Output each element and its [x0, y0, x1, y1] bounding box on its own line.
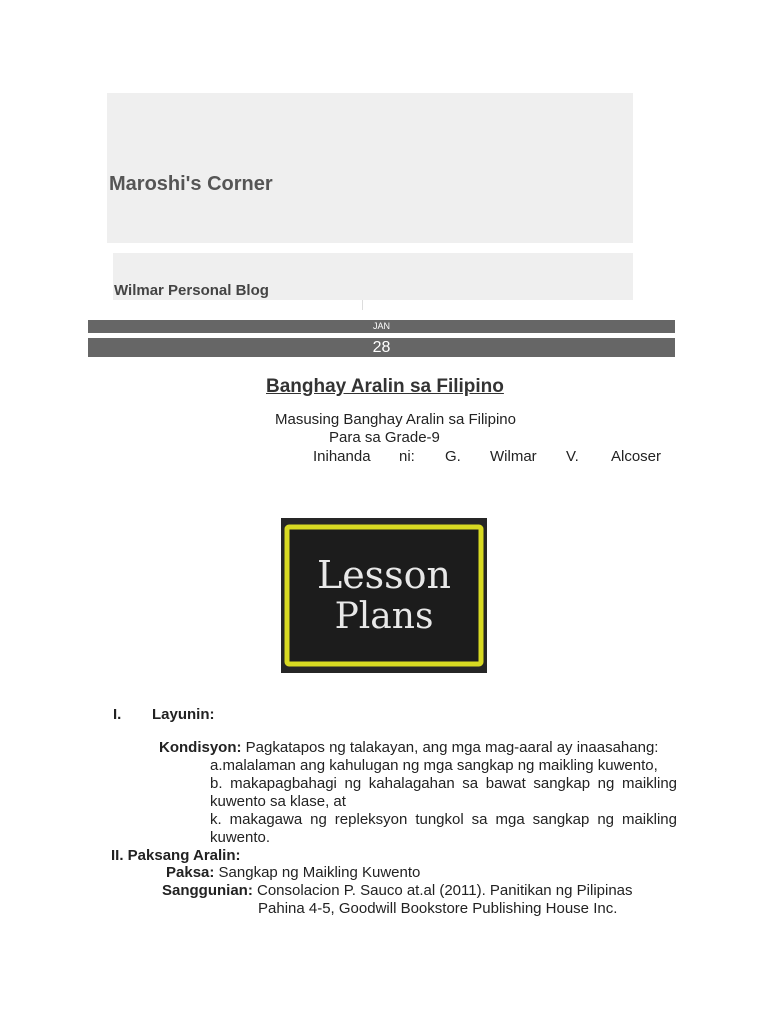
image-text-lesson: Lesson	[316, 553, 452, 597]
post-title[interactable]: Banghay Aralin sa Filipino	[266, 376, 504, 397]
objective-k-line2: kuwento.	[210, 829, 271, 846]
section2-heading: II. Paksang Aralin:	[111, 847, 241, 864]
image-text-plans: Plans	[334, 596, 434, 637]
post-subtitle: Masusing Banghay Aralin sa Filipino	[275, 411, 516, 428]
kondisyon-line	[159, 739, 658, 756]
section1-number: I.	[113, 706, 122, 723]
blog-description: Wilmar Personal Blog	[114, 282, 269, 299]
date-day: 28	[88, 338, 675, 357]
divider	[362, 300, 363, 310]
kondisyon-text: Pagkatapos ng talakayan, ang mga mag-aaral ay inaasahang:	[245, 739, 659, 756]
sanggunian-text1: Consolacion P. Sauco at.al (2011). Panitikan ng Pilipinas	[257, 882, 633, 899]
paksa-text: Sangkap ng Maikling Kuwento	[218, 864, 421, 881]
author-title: G.	[445, 448, 461, 465]
author-middle: V.	[566, 448, 579, 465]
author-ni: ni:	[399, 448, 415, 465]
post-grade: Para sa Grade-9	[329, 429, 440, 446]
sanggunian-line	[162, 882, 633, 899]
author-prefix: Inihanda	[313, 448, 371, 465]
kondisyon-label: Kondisyon:	[159, 739, 242, 756]
blog-header	[107, 93, 633, 243]
paksa-label: Paksa:	[166, 864, 215, 881]
objective-b-line2: kuwento sa klase, at	[210, 793, 346, 810]
objective-k-line1: k. makagawa ng repleksyon tungkol sa mga sangkap ng maikling	[210, 811, 677, 828]
lesson-plans-image[interactable]	[281, 518, 487, 673]
chalkboard-icon	[281, 518, 487, 673]
objective-a: a.malalaman ang kahulugan ng mga sangkap ng maikling kuwento,	[210, 757, 658, 774]
author-first: Wilmar	[490, 448, 537, 465]
sanggunian-text2: Pahina 4-5, Goodwill Bookstore Publishing House Inc.	[258, 900, 618, 917]
author-last: Alcoser	[611, 448, 662, 465]
date-month: JAN	[88, 320, 675, 333]
sanggunian-label: Sanggunian:	[162, 882, 253, 899]
section1-heading: Layunin:	[152, 706, 215, 723]
blog-title[interactable]: Maroshi's Corner	[109, 173, 273, 195]
objective-b-line1: b. makapagbahagi ng kahalagahan sa bawat sangkap ng maikling	[210, 775, 677, 792]
paksa-line	[166, 864, 420, 881]
